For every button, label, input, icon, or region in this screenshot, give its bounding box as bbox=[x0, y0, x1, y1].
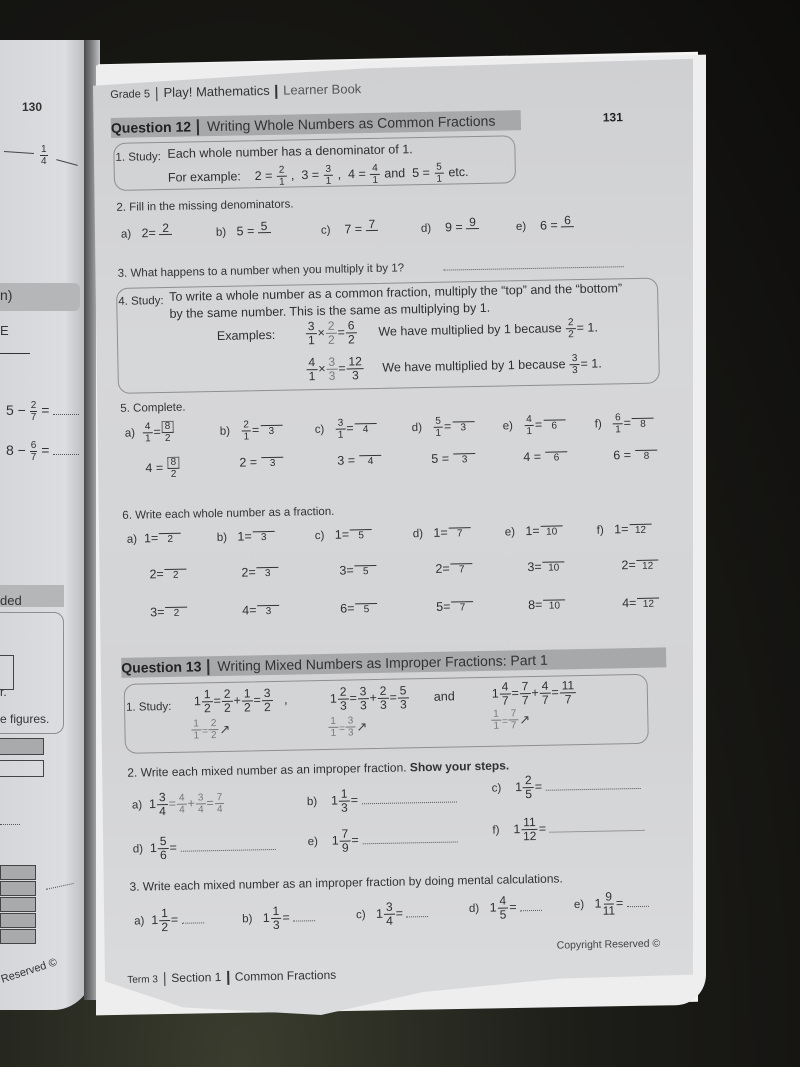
w2f-d-3[interactable]: 5= 7 bbox=[436, 599, 475, 614]
improper-mental-e[interactable]: e) 1 $\frac{9}{11}$ = bbox=[574, 890, 649, 918]
item-13-1-label: 1. Study: bbox=[125, 700, 172, 714]
w2f-e-2[interactable]: 3= 10 bbox=[527, 559, 566, 574]
w2f-a-1[interactable]: a) 1= 2 bbox=[127, 531, 183, 546]
w2f-b-1[interactable]: b) 1= 3 bbox=[217, 529, 276, 544]
missing-denominator-b[interactable]: b) 5 = 5 bbox=[216, 220, 271, 244]
example-12-4-2: $\frac{4}{1}$ × $\frac{3}{3}$ = $\frac{12}{3}$ We have multiplied by 1 because $\frac{3}{3}$ = 1. bbox=[308, 353, 602, 384]
footer-section: Section 1 bbox=[171, 970, 222, 985]
improper-steps-c[interactable]: c) 1 $\frac{2}{5}$ = bbox=[491, 772, 640, 802]
complete-a-row-1: a) $\frac{4}{1}$ = $\frac{8}{2}$ bbox=[125, 421, 175, 445]
page-number: 131 bbox=[602, 110, 623, 125]
item-12-4-label: 4. Study: bbox=[118, 295, 164, 308]
w2f-c-1[interactable]: c) 1= 5 bbox=[315, 527, 374, 542]
header-book: Learner Book bbox=[283, 81, 362, 98]
missing-denominator-d[interactable]: d) 9 = 9 bbox=[421, 216, 479, 240]
missing-denominator-a[interactable]: a) 2= 2 bbox=[121, 222, 173, 246]
complete-f-row-1[interactable]: f) $\frac{6}{1}$ = 8 bbox=[594, 412, 655, 436]
mixed-note-3: $\frac{1}{1}$ = $\frac{7}{7}$ ↗ bbox=[493, 708, 531, 732]
example-12-4-1: $\frac{3}{1}$ × $\frac{2}{2}$ = $\frac{6}{2}$ We have multiplied by 1 because $\frac{2}{2}$ = 1. bbox=[307, 317, 598, 348]
left-expression-2: 8 − $\frac{6}{7}$ = bbox=[6, 440, 79, 463]
left-line-1 bbox=[4, 151, 34, 154]
w2f-b-2[interactable]: 2= 3 bbox=[241, 565, 280, 580]
item-12-5-prompt: 5. Complete. bbox=[120, 401, 186, 415]
footer-term: Term 3 bbox=[127, 974, 158, 986]
left-bar-figure-2 bbox=[0, 760, 44, 777]
improper-steps-e[interactable]: e) 1 $\frac{7}{9}$ = bbox=[307, 825, 457, 855]
w2f-e-1[interactable]: e) 1= 10 bbox=[505, 523, 564, 538]
improper-mental-a[interactable]: a) 1 $\frac{1}{2}$ = bbox=[134, 906, 204, 934]
header-series: Play! Mathematics bbox=[163, 82, 270, 100]
left-grid-figure bbox=[0, 865, 36, 937]
question-12-label: Question 12 bbox=[110, 118, 192, 136]
complete-b-row-2[interactable]: 2 = 3 bbox=[239, 455, 284, 470]
improper-mental-d[interactable]: d) 1 $\frac{4}{5}$ = bbox=[469, 894, 543, 922]
arrow-icon: ↗ bbox=[519, 711, 531, 727]
improper-steps-grid bbox=[131, 773, 683, 868]
w2f-f-2[interactable]: 2= 12 bbox=[621, 558, 660, 573]
mixed-example-3: 1 $\frac{4}{7}$ = $\frac{7}{7}$ + $\frac{4}{7}$ = $\frac{11}{7}$ bbox=[492, 679, 578, 708]
w2f-d-1[interactable]: d) 1= 7 bbox=[413, 525, 472, 540]
left-text-figures: e figures. bbox=[0, 712, 50, 726]
missing-denominator-c[interactable]: c) 7 = 7 bbox=[321, 218, 379, 242]
item-12-6-prompt: 6. Write each whole number as a fraction. bbox=[122, 505, 335, 522]
improper-mental-c[interactable]: c) 1 $\frac{3}{4}$ = bbox=[356, 900, 429, 928]
item-12-2-prompt: 2. Fill in the missing denominators. bbox=[116, 198, 294, 214]
item-12-3-prompt: 3. What happens to a number when you multiply it by 1? bbox=[117, 262, 405, 280]
study-12-4-line-1: To write a whole number as a common fraction, multiply the “top” and the “bottom” bbox=[169, 281, 623, 304]
left-text-n: n) bbox=[0, 287, 13, 303]
left-text-r: r. bbox=[0, 685, 7, 699]
improper-steps-f[interactable]: f) 1 $\frac{11}{12}$ = bbox=[492, 814, 645, 844]
complete-c-row-1[interactable]: c) $\frac{3}{1}$ = 4 bbox=[315, 417, 378, 441]
left-page-number: 130 bbox=[22, 100, 43, 114]
copyright: Copyright Reserved © bbox=[556, 937, 661, 952]
left-expression-1: 5 − $\frac{2}{7}$ = bbox=[6, 400, 79, 423]
arrow-icon: ↗ bbox=[356, 718, 368, 735]
improper-steps-b[interactable]: b) 1 $\frac{1}{3}$ = bbox=[307, 785, 457, 815]
left-tiny-fraction: $\frac{1}{4}$ bbox=[41, 144, 47, 167]
whole-to-fraction-grid bbox=[127, 521, 679, 642]
mixed-example-2: 1 $\frac{2}{3}$ = $\frac{3}{3}$ + $\frac{2}{3}$ = $\frac{5}{3}$ and bbox=[329, 683, 455, 713]
complete-d-row-2[interactable]: 5 = 3 bbox=[431, 451, 476, 466]
improper-steps-d[interactable]: d) 1 $\frac{5}{6}$ = bbox=[133, 833, 276, 863]
complete-b-row-1[interactable]: b) $\frac{2}{1}$ = 3 bbox=[220, 419, 284, 443]
mixed-note-1: $\frac{1}{1}$ = $\frac{2}{2}$ ↗ bbox=[193, 718, 231, 742]
w2f-b-3[interactable]: 4= 3 bbox=[242, 603, 281, 618]
left-copyright: Reserved © bbox=[0, 956, 59, 986]
mixed-note-2: $\frac{1}{1}$ = $\frac{3}{3}$ ↗ bbox=[330, 715, 368, 739]
left-text-e: E bbox=[0, 323, 9, 338]
mixed-example-1: 1 $\frac{1}{2}$ = $\frac{2}{2}$ + $\frac{1}{2}$ = $\frac{3}{2}$ , bbox=[193, 686, 288, 716]
left-text-ded: ded bbox=[0, 593, 22, 608]
item-12-1-label: 1. Study: bbox=[115, 151, 162, 164]
study-12-4-line-2: by the same number. This is the same as multiplying by 1. bbox=[169, 300, 491, 321]
left-page bbox=[0, 40, 93, 1010]
examples-label: Examples: bbox=[216, 327, 276, 343]
question-12-title: Writing Whole Numbers as Common Fractions bbox=[206, 112, 496, 135]
w2f-d-2[interactable]: 2= 7 bbox=[435, 561, 474, 576]
w2f-e-3[interactable]: 8= 10 bbox=[528, 597, 567, 612]
arrow-icon: ↗ bbox=[219, 721, 231, 737]
item-13-3-prompt: 3. Write each mixed number as an improper fraction by doing mental calculations. bbox=[129, 871, 563, 894]
left-bar-figure-1 bbox=[0, 738, 44, 755]
improper-steps-a: a) 1 $\frac{3}{4}$ = $\frac{4}{4}$ + $\frac{3}{4}$ = $\frac{7}{4}$ bbox=[131, 790, 223, 819]
study-12-1-examples: For example: 2 = $\frac{2}{1}$ , 3 = $\frac{3}{1}$ , 4 = $\frac{4}{1}$ and 5 = $\frac{5}{1}$ etc. bbox=[167, 161, 469, 188]
improper-mental-b[interactable]: b) 1 $\frac{1}{3}$ = bbox=[242, 904, 316, 932]
missing-denominator-e[interactable]: e) 6 = 6 bbox=[516, 214, 574, 238]
left-line-2 bbox=[56, 159, 78, 166]
header-grade: Grade 5 bbox=[110, 88, 151, 101]
complete-a-row-2: 4 = $\frac{8}{2}$ bbox=[145, 457, 180, 481]
w2f-c-3[interactable]: 6= 5 bbox=[340, 601, 379, 616]
item-13-2-prompt: 2. Write each mixed number as an improper fraction. Show your steps. bbox=[127, 758, 510, 780]
complete-e-row-1[interactable]: e) $\frac{4}{1}$ = 6 bbox=[502, 413, 566, 437]
question-13-title: Writing Mixed Numbers as Improper Fractions: Part 1 bbox=[217, 651, 548, 675]
study-12-1-text: Each whole number has a denominator of 1. bbox=[167, 142, 413, 161]
footer-topic: Common Fractions bbox=[234, 967, 337, 984]
complete-c-row-2[interactable]: 3 = 4 bbox=[337, 453, 382, 468]
w2f-a-3[interactable]: 3= 2 bbox=[150, 605, 189, 620]
w2f-f-3[interactable]: 4= 12 bbox=[622, 596, 661, 611]
question-13-label: Question 13 bbox=[121, 658, 202, 676]
complete-d-row-1[interactable]: d) $\frac{5}{1}$ = 3 bbox=[412, 415, 476, 439]
w2f-f-1[interactable]: f) 1= 12 bbox=[597, 522, 653, 537]
complete-grid bbox=[125, 411, 676, 492]
w2f-c-2[interactable]: 3= 5 bbox=[339, 563, 378, 578]
complete-f-row-2[interactable]: 6 = 8 bbox=[613, 448, 658, 463]
complete-e-row-2[interactable]: 4 = 6 bbox=[523, 449, 568, 464]
w2f-a-2[interactable]: 2= 2 bbox=[149, 567, 188, 582]
number-line-arrow bbox=[0, 353, 30, 354]
